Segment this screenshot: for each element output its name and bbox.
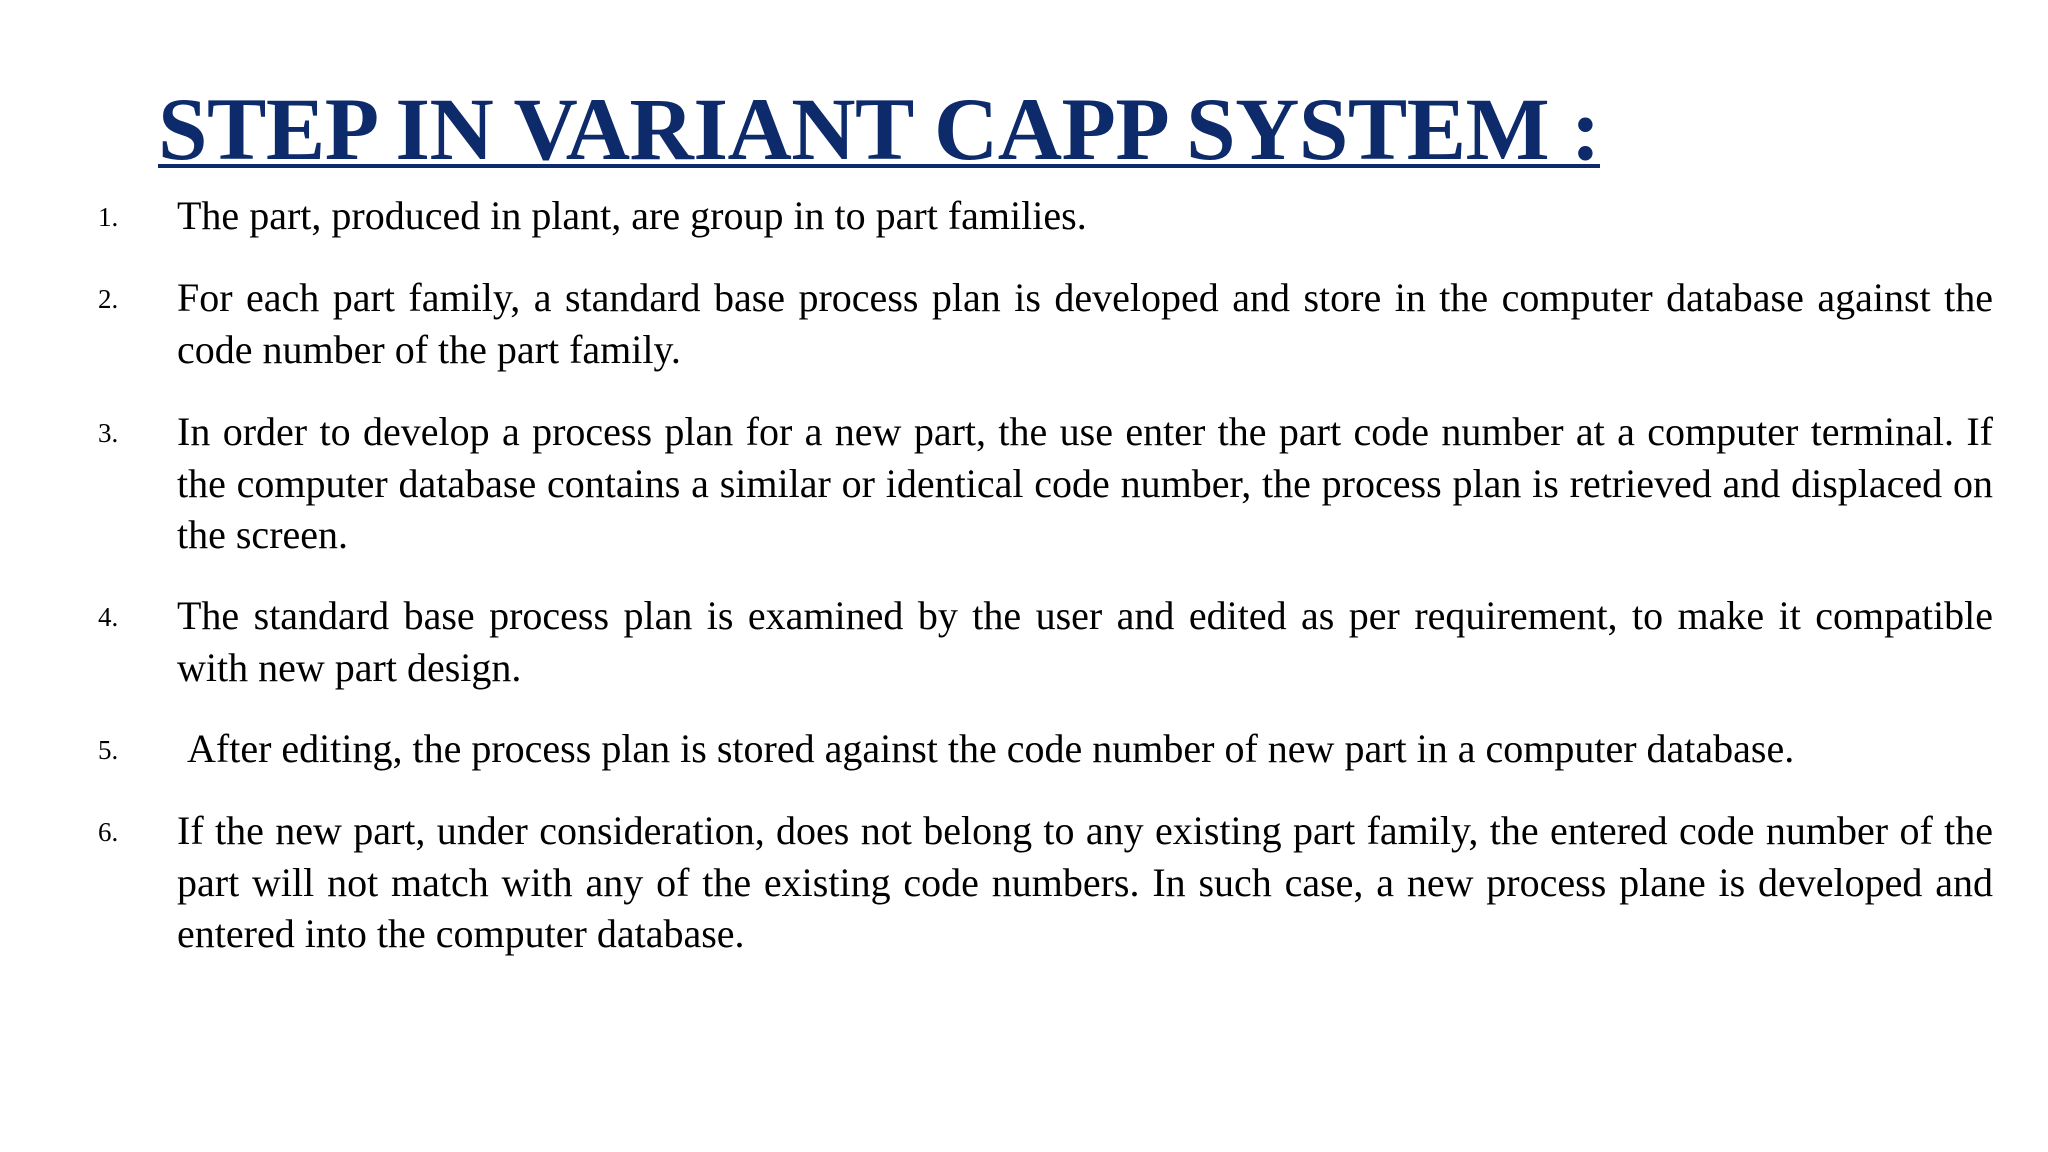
slide-title: STEP IN VARIANT CAPP SYSTEM : bbox=[158, 81, 1601, 179]
step-text: The standard base process plan is examined by the user and edited as per requirement, to make it compatible with new part design. bbox=[177, 593, 1993, 690]
step-number: 1. bbox=[98, 202, 119, 232]
step-number: 6. bbox=[98, 817, 119, 847]
step-text: After editing, the process plan is stored against the code number of new part in a computer database. bbox=[187, 726, 1795, 771]
step-number: 4. bbox=[98, 602, 119, 632]
step-number: 5. bbox=[98, 735, 119, 765]
step-text: For each part family, a standard base process plan is developed and store in the computer database against the code number of the part family. bbox=[177, 275, 1993, 372]
step-text: If the new part, under consideration, does not belong to any existing part family, the entered code number of the part will not match with any of the existing code numbers. In such case, a new process plane is developed and entered into the computer database. bbox=[177, 808, 1993, 956]
step-number: 3. bbox=[98, 418, 119, 448]
step-text: The part, produced in plant, are group in to part families. bbox=[177, 193, 1087, 238]
step-number: 2. bbox=[98, 284, 119, 314]
step-text: In order to develop a process plan for a new part, the use enter the part code number at a computer terminal. If the computer database contains a similar or identical code number, the process plan is retrieved and displaced on the screen. bbox=[177, 409, 1993, 557]
